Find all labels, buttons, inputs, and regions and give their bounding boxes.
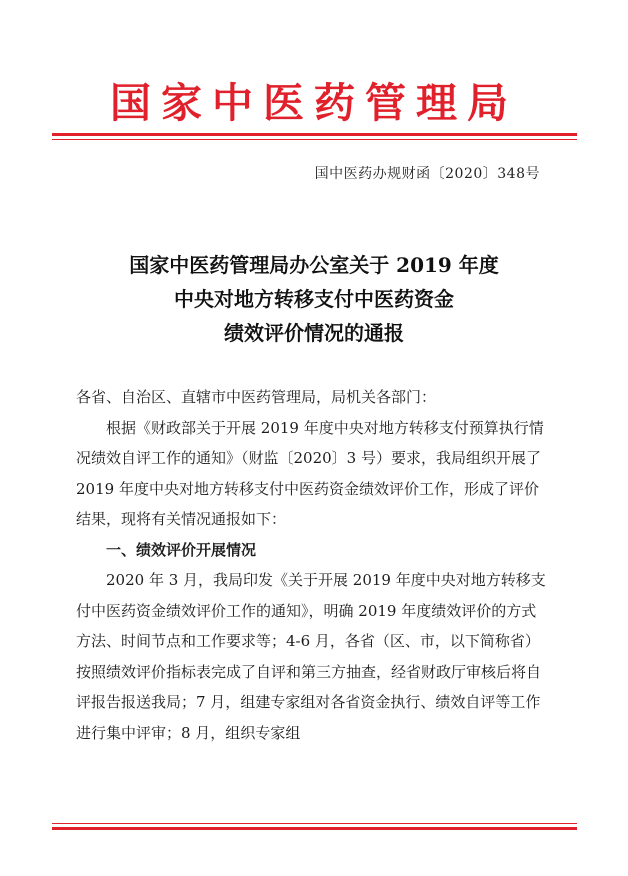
header-rule-thick [52,133,577,136]
document-title [0,248,628,350]
title-line-2: 中央对地方转移支付中医药资金 [174,287,454,311]
title-line-1: 国家中医药管理局办公室关于 2019 年度 [129,253,499,277]
document-number: 国中医药办规财函〔2020〕348号 [314,166,540,182]
salutation: 各省、自治区、直辖市中医药管理局，局机关各部门： [76,388,437,406]
section-heading-1: 一、绩效评价开展情况 [106,540,257,559]
paragraph-intro: 根据《财政部关于开展 2019 年度中央对地方转移支付预算执行情况绩效自评工作的通知》（财监〔2020〕3 号）要求，我局组织开展了 2019 年度中央对地方转移支付中医药资金绩效评价工作，形成了评价结果，现将有关情况通报如下： [76,418,544,528]
footer-rule-thin [52,823,577,824]
footer-rule-thick [52,827,577,830]
document-body [76,382,548,748]
paragraph-section-1: 2020 年 3 月，我局印发《关于开展 2019 年度中央对地方转移支付中医药资金绩效评价工作的通知》，明确 2019 年度绩效评价的方式方法、时间节点和工作要求等；4-6 月，各省（区、市，以下简称省）按照绩效评价指标表完成了自评和第三方抽查，经省财政厅审核后将自评报告报送我局；7 月，组建专家组对各省资金执行、绩效自评等工作进行集中评审；8 月，组织专家组 [76,571,546,742]
header-rule-thin [52,139,577,140]
agency-header-title: 国家中医药管理局 [110,79,518,127]
title-line-3: 绩效评价情况的通报 [224,321,404,345]
